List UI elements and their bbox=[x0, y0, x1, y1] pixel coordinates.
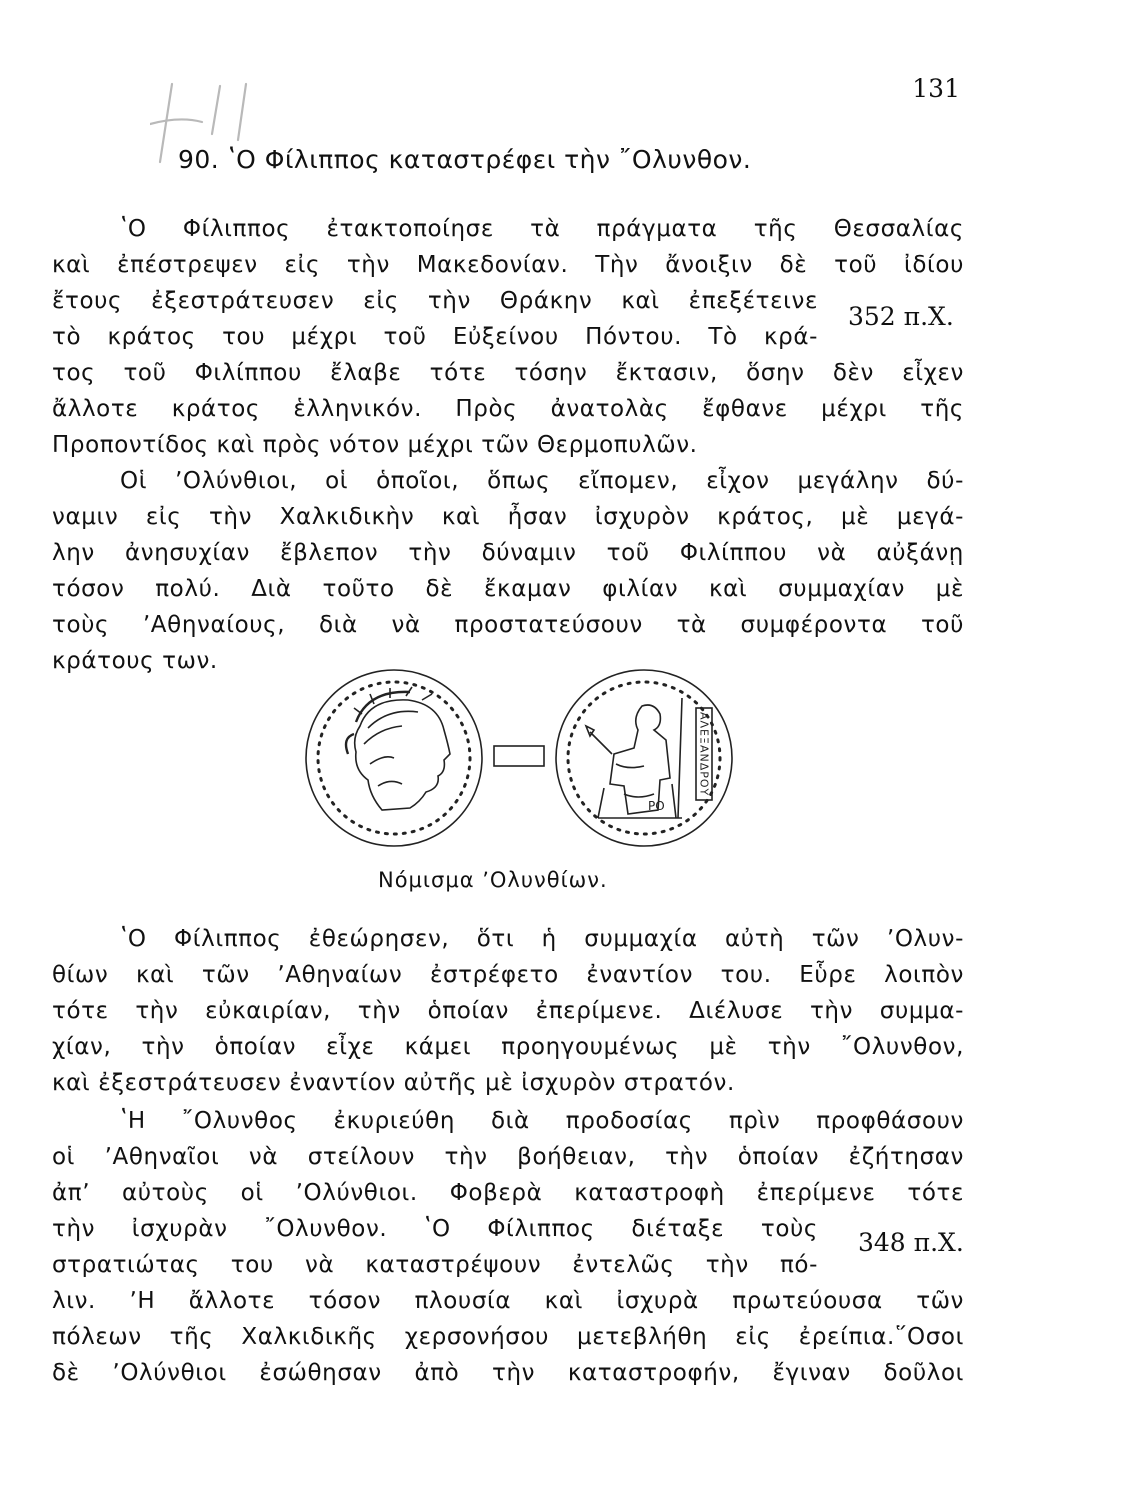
margin-date: 348 π.Χ. bbox=[858, 1228, 964, 1257]
text-line: τὸ κράτος του μέχρι τοῦ Εὐξείνου Πόντου. Τὸ κρά- bbox=[52, 324, 818, 350]
coin-illustration bbox=[298, 668, 738, 848]
figure-caption: Νόμισμα ʼΟλυνθίων. bbox=[378, 868, 608, 892]
text-line: λιν. ʼΗ ἄλλοτε τόσον πλουσία καὶ ἰσχυρὰ πρωτεύουσα τῶν bbox=[52, 1288, 964, 1314]
text-line: πόλεων τῆς Χαλκιδικῆς χερσονήσου μετεβλήθη εἰς ἐρείπια.῞Οσοι bbox=[52, 1324, 964, 1350]
text-line: στρατιώτας του νὰ καταστρέψουν ἐντελῶς τὴν πό- bbox=[52, 1252, 818, 1278]
text-line: ἔτους ἐξεστράτευσεν εἰς τὴν Θράκην καὶ ἐπεξέτεινε bbox=[52, 288, 818, 314]
text-line: λην ἀνησυχίαν ἔβλεπον τὴν δύναμιν τοῦ Φιλίππου νὰ αὐξάνῃ bbox=[52, 540, 964, 566]
text-line: τος τοῦ Φιλίππου ἔλαβε τότε τόσην ἔκτασιν, ὅσην δὲν εἶχεν bbox=[52, 360, 964, 386]
text-line: τόσον πολύ. Διὰ τοῦτο δὲ ἔκαμαν φιλίαν καὶ συμμαχίαν μὲ bbox=[52, 576, 964, 602]
text-line: ʽΗ ῎Ολυνθος ἐκυριεύθη διὰ προδοσίας πρὶν προφθάσουν bbox=[120, 1108, 964, 1134]
text-line: οἱ ʼΑθηναῖοι νὰ στείλουν τὴν βοήθειαν, τὴν ὁποίαν ἐζήτησαν bbox=[52, 1144, 964, 1170]
text-line: καὶ ἐξεστράτευσεν ἐναντίον αὐτῆς μὲ ἰσχυρὸν στρατόν. bbox=[52, 1070, 735, 1096]
margin-date: 352 π.Χ. bbox=[848, 302, 954, 331]
text-line: χίαν, τὴν ὁποίαν εἶχε κάμει προηγουμένως μὲ τὴν ῎Ολυνθον, bbox=[52, 1034, 964, 1060]
coin-inscription: ΑΛΕΞΑΝΔΡΟΥ bbox=[697, 712, 711, 797]
text-line: καὶ ἐπέστρεψεν εἰς τὴν Μακεδονίαν. Τὴν ἄνοιξιν δὲ τοῦ ἰδίου bbox=[52, 252, 964, 278]
text-line: δὲ ʼΟλύνθιοι ἐσώθησαν ἀπὸ τὴν καταστροφήν, ἔγιναν δοῦλοι bbox=[52, 1360, 964, 1386]
text-line: τὴν ἰσχυρὰν ῎Ολυνθον. ʽΟ Φίλιππος διέταξε τοὺς bbox=[52, 1216, 818, 1242]
text-line: ἀπʼ αὐτοὺς οἱ ʼΟλύνθιοι. Φοβερὰ καταστροφὴ ἐπερίμενε τότε bbox=[52, 1180, 964, 1206]
text-line: ʽΟ Φίλιππος ἐτακτοποίησε τὰ πράγματα τῆς Θεσσαλίας bbox=[120, 216, 964, 242]
text-line: Προποντίδος καὶ πρὸς νότον μέχρι τῶν Θερμοπυλῶν. bbox=[52, 432, 698, 458]
page-number: 131 bbox=[912, 74, 960, 103]
text-line: τοὺς ʼΑθηναίους, διὰ νὰ προστατεύσουν τὰ συμφέροντα τοῦ bbox=[52, 612, 964, 638]
text-line: θίων καὶ τῶν ʼΑθηναίων ἐστρέφετο ἐναντίον του. Εὗρε λοιπὸν bbox=[52, 962, 964, 988]
text-line: τότε τὴν εὐκαιρίαν, τὴν ὁποίαν ἐπερίμενε. Διέλυσε τὴν συμμα- bbox=[52, 998, 964, 1024]
text-line: ʽΟ Φίλιππος ἐθεώρησεν, ὅτι ἡ συμμαχία αὐτὴ τῶν ʼΟλυν- bbox=[120, 926, 964, 952]
chapter-title: 90. ʽΟ Φίλιππος καταστρέφει τὴν ῎Ολυνθον. bbox=[178, 145, 752, 174]
text-line: ἄλλοτε κράτος ἑλληνικόν. Πρὸς ἀνατολὰς ἔφθανε μέχρι τῆς bbox=[52, 396, 964, 422]
text-line: Οἱ ʼΟλύνθιοι, οἱ ὁποῖοι, ὅπως εἴπομεν, εἶχον μεγάλην δύ- bbox=[120, 468, 964, 494]
coin-monogram: ΡΟ bbox=[648, 799, 665, 813]
text-line: ναμιν εἰς τὴν Χαλκιδικὴν καὶ ἦσαν ἰσχυρὸν κράτος, μὲ μεγά- bbox=[52, 504, 964, 530]
text-line: κράτους των. bbox=[52, 648, 218, 674]
